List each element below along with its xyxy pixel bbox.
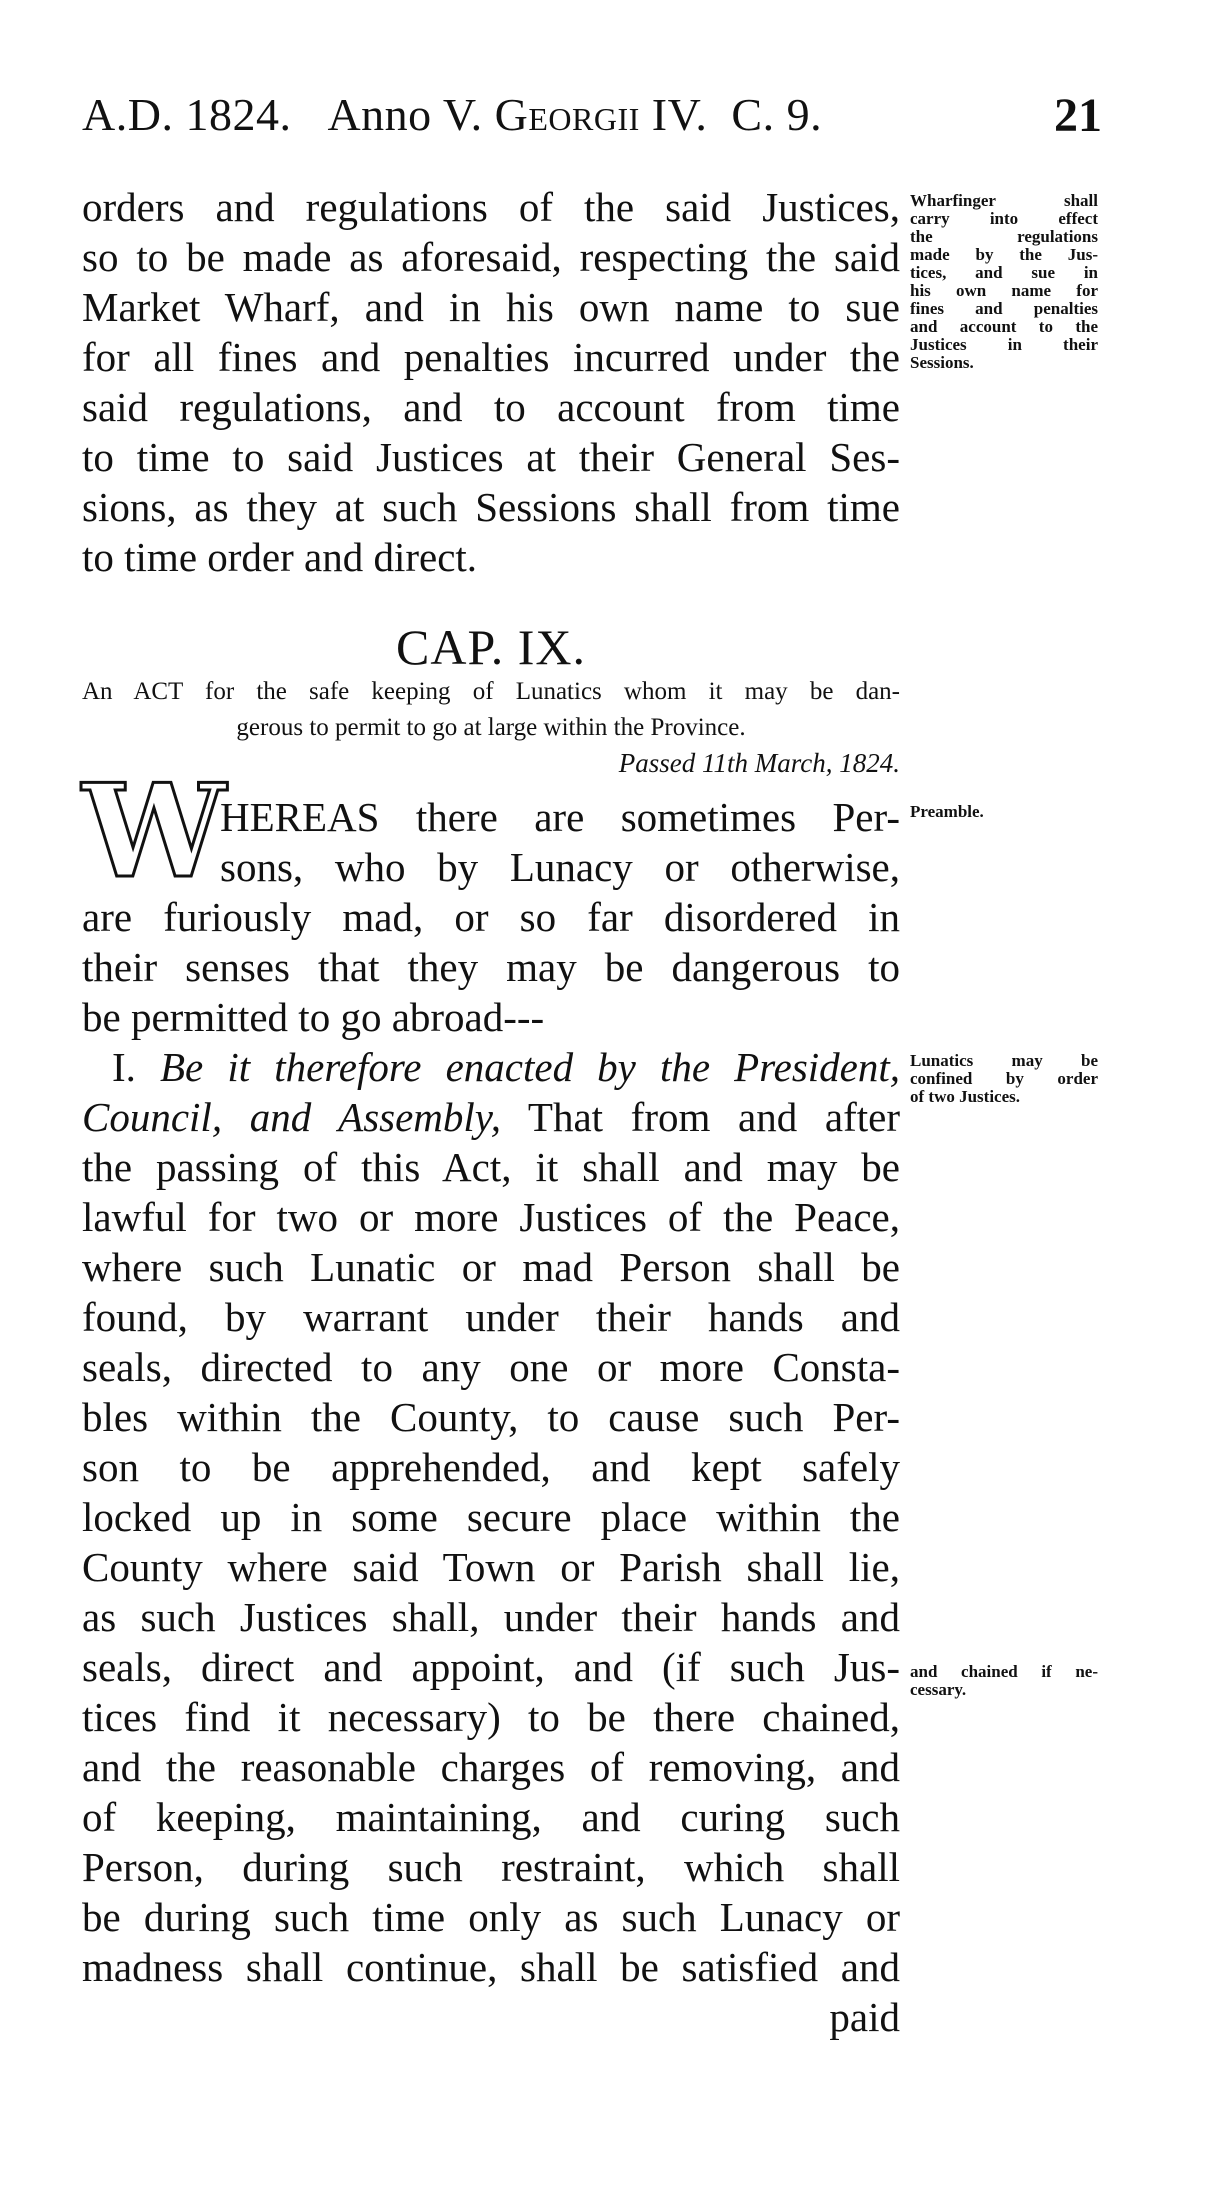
passed-date: Passed 11th March, 1824. — [618, 748, 900, 778]
text-line: to time order and direct. — [82, 534, 478, 580]
text-line: madness shall continue, shall be satisfied and — [82, 1944, 900, 1990]
margin-note-line: the regulations — [910, 227, 1098, 246]
enacting-clause: Be it therefore enacted by the President, — [160, 1044, 901, 1090]
header-chapter: C. 9. — [731, 89, 823, 140]
text-line: sions, as they at such Sessions shall from time — [82, 484, 900, 530]
text-line: tices find it necessary) to be there chained, — [82, 1694, 900, 1740]
preamble-first-line-box — [220, 792, 900, 842]
text-line: are furiously mad, or so far disordered in — [82, 894, 900, 940]
margin-note-wharfinger — [910, 192, 1098, 372]
text-line: so to be made as aforesaid, respecting the said — [82, 234, 900, 280]
header-regnal-name: Georgii IV. — [494, 89, 708, 140]
section-number: I. — [112, 1044, 161, 1090]
catchword: paid — [829, 1994, 900, 2040]
text-line: son to be apprehended, and kept safely — [82, 1444, 900, 1490]
margin-note-line: his own name for — [910, 281, 1098, 300]
running-header — [82, 88, 1102, 148]
margin-note-line: and chained if ne- — [910, 1662, 1098, 1681]
margin-note-line: Sessions. — [910, 353, 974, 372]
text-line: Market Wharf, and in his own name to sue — [82, 284, 900, 330]
continuation-paragraph — [82, 182, 900, 582]
text-line: sons, who by Lunacy or otherwise, — [220, 844, 900, 890]
margin-note-line: Preamble. — [910, 802, 984, 821]
text-line: HEREAS there are sometimes Per- — [220, 794, 900, 840]
chapter-heading: CAP. IX. — [396, 619, 586, 675]
text-line: orders and regulations of the said Justices, — [82, 184, 900, 230]
section-text: That from and after — [500, 1094, 900, 1140]
text-line: Person, during such restraint, which shall — [82, 1844, 900, 1890]
margin-note-line: Wharfinger shall — [910, 191, 1098, 210]
text-line: to time to said Justices at their General Ses- — [82, 434, 900, 480]
margin-note-line: fines and penalties — [910, 299, 1098, 318]
act-title — [82, 674, 900, 746]
act-title-line: gerous to permit to go at large within the Province. — [236, 714, 746, 741]
text-line: their senses that they may be dangerous to — [82, 944, 900, 990]
text-line: seals, direct and appoint, and (if such Jus- — [82, 1644, 900, 1690]
margin-note-line: cessary. — [910, 1680, 967, 1699]
text-line: seals, directed to any one or more Consta- — [82, 1344, 900, 1390]
margin-note-line: tices, and sue in — [910, 263, 1098, 282]
text-line — [82, 1042, 900, 1092]
preamble-second-line-box — [220, 842, 900, 892]
text-line: bles within the County, to cause such Per- — [82, 1394, 900, 1440]
drop-cap: W — [82, 757, 220, 907]
margin-note-line: Justices in their — [910, 335, 1098, 354]
text-line: locked up in some secure place within the — [82, 1494, 900, 1540]
text-line: of keeping, maintaining, and curing such — [82, 1794, 900, 1840]
text-line: be during such time only as such Lunacy or — [82, 1894, 900, 1940]
margin-note-chained — [910, 1663, 1098, 1699]
text-line: lawful for two or more Justices of the Peace, — [82, 1194, 900, 1240]
page-number: 21 — [1054, 89, 1102, 142]
section-1-paragraph — [82, 1042, 900, 2042]
margin-note-line: made by the Jus- — [910, 245, 1098, 264]
header-left — [82, 88, 822, 141]
text-line: and the reasonable charges of removing, and — [82, 1744, 900, 1790]
margin-note-line: of two Justices. — [910, 1087, 1021, 1106]
margin-note-line: and account to the — [910, 317, 1098, 336]
header-regnal-prefix: Anno V. — [327, 89, 495, 140]
margin-note-line: carry into effect — [910, 209, 1098, 228]
enacting-clause-continued: Council, and Assembly, — [82, 1094, 501, 1140]
text-line: for all fines and penalties incurred under the — [82, 334, 900, 380]
text-line: where such Lunatic or mad Person shall be — [82, 1244, 900, 1290]
text-line — [82, 1092, 900, 1142]
text-line: as such Justices shall, under their hands and — [82, 1594, 900, 1640]
preamble-paragraph — [82, 892, 900, 1042]
text-line: be permitted to go abroad--- — [82, 994, 545, 1040]
act-title-line: An ACT for the safe keeping of Lunatics whom it may be dan- — [82, 678, 900, 705]
text-line: said regulations, and to account from time — [82, 384, 900, 430]
text-line: found, by warrant under their hands and — [82, 1294, 900, 1340]
text-line: the passing of this Act, it shall and may be — [82, 1144, 900, 1190]
text-line: County where said Town or Parish shall lie, — [82, 1544, 900, 1590]
margin-note-preamble — [910, 803, 1098, 821]
margin-note-lunatics — [910, 1052, 1098, 1106]
margin-note-line: confined by order — [910, 1069, 1098, 1088]
header-year: A.D. 1824. — [82, 89, 292, 140]
margin-note-line: Lunatics may be — [910, 1051, 1098, 1070]
